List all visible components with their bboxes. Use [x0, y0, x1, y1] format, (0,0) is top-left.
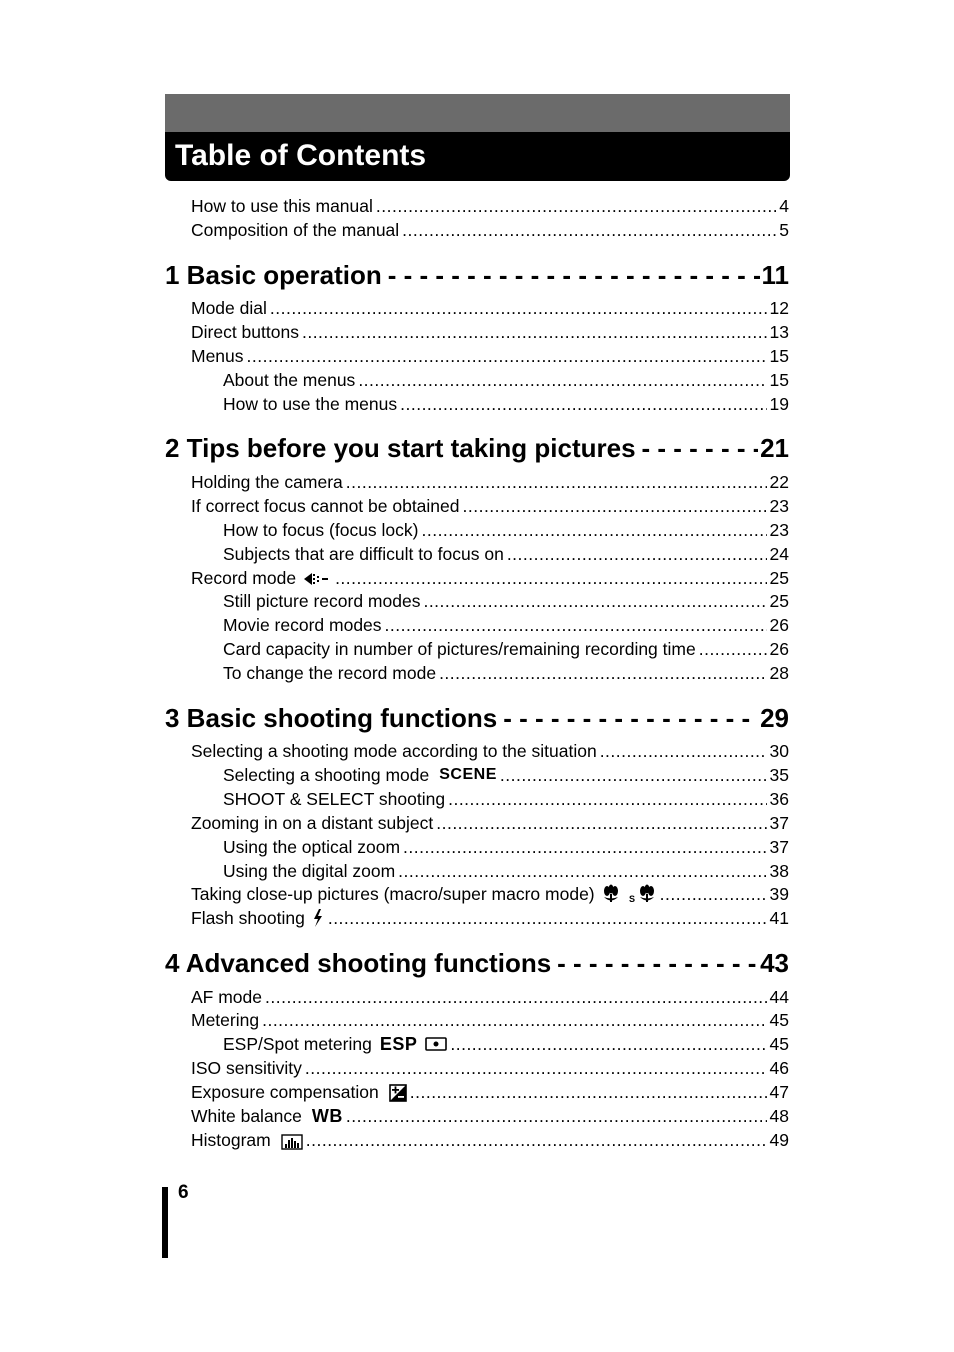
- toc-entry[interactable]: Holding the camera ..... 22: [191, 468, 789, 492]
- scene-icon: SCENE: [439, 766, 497, 783]
- toc-subentry[interactable]: How to use the menus ..... 19: [223, 390, 789, 414]
- toc-entry[interactable]: Menus ..... 15: [191, 342, 789, 366]
- svg-text:S: S: [628, 894, 635, 904]
- toc-subentry[interactable]: ESP/Spot metering ESP ..... 45: [223, 1030, 789, 1054]
- esp-spot-icon: ESP: [380, 1034, 448, 1054]
- toc-entry-composition[interactable]: Composition of the manual ..... 5: [191, 216, 789, 240]
- page-edge-bar: [162, 1187, 168, 1258]
- chapter-4-heading[interactable]: 4 Advanced shooting functions - - - 43: [165, 944, 789, 978]
- toc-entry[interactable]: AF mode ..... 44: [191, 983, 789, 1007]
- toc-entry[interactable]: Record mode ..... 25: [191, 564, 789, 588]
- toc-entry[interactable]: Metering ..... 45: [191, 1006, 789, 1030]
- chapter-1-heading[interactable]: 1 Basic operation - - - 11: [165, 256, 789, 290]
- toc-subentry[interactable]: How to focus (focus lock) ..... 23: [223, 516, 789, 540]
- toc-subentry[interactable]: About the menus ..... 15: [223, 366, 789, 390]
- white-balance-icon: WB: [311, 1106, 343, 1126]
- toc-subentry[interactable]: Using the digital zoom ..... 38: [223, 857, 789, 881]
- toc-subentry[interactable]: Using the optical zoom ..... 37: [223, 833, 789, 857]
- spot-metering-icon: [425, 1036, 447, 1052]
- toc-entry[interactable]: Histogram ..... 49: [191, 1126, 789, 1150]
- histogram-icon: [281, 1134, 303, 1150]
- toc-subentry[interactable]: Movie record modes ..... 26: [223, 611, 789, 635]
- toc-entry[interactable]: Direct buttons ..... 13: [191, 318, 789, 342]
- page-number: 6: [178, 1182, 189, 1203]
- toc-subentry[interactable]: SHOOT & SELECT shooting ..... 36: [223, 785, 789, 809]
- toc-subentry[interactable]: Selecting a shooting mode SCENE ..... 35: [223, 761, 789, 785]
- chapter-2-heading[interactable]: 2 Tips before you start taking pictures - - - 21: [165, 429, 789, 463]
- toc-entry[interactable]: Zooming in on a distant subject ..... 37: [191, 809, 789, 833]
- toc-subentry[interactable]: Still picture record modes ..... 25: [223, 587, 789, 611]
- toc-subentry[interactable]: Card capacity in number of pictures/remaining recording time ..... 26: [223, 635, 789, 659]
- header-grey-band: [165, 94, 790, 134]
- toc-entry[interactable]: Mode dial ..... 12: [191, 294, 789, 318]
- toc-entry[interactable]: White balance WB ..... 48: [191, 1102, 789, 1126]
- record-mode-icon: [302, 570, 332, 588]
- flash-icon: [311, 908, 325, 928]
- chapter-3-heading[interactable]: 3 Basic shooting functions - - - 29: [165, 699, 789, 733]
- toc-header: [165, 94, 790, 181]
- toc-entry[interactable]: Flash shooting ..... 41: [191, 904, 789, 928]
- toc-entry[interactable]: Taking close-up pictures (macro/super macro mode) S ..... 39: [191, 880, 789, 904]
- toc-entry[interactable]: If correct focus cannot be obtained ..... 23: [191, 492, 789, 516]
- page-title: Table of Contents: [175, 139, 427, 172]
- exposure-compensation-icon: [389, 1084, 407, 1102]
- toc-entry[interactable]: Selecting a shooting mode according to the situation ..... 30: [191, 737, 789, 761]
- toc-entry-how-to-use[interactable]: How to use this manual ..... 4: [191, 192, 789, 216]
- macro-icon: [601, 884, 657, 904]
- toc-subentry[interactable]: Subjects that are difficult to focus on ..... 24: [223, 540, 789, 564]
- toc-entry[interactable]: Exposure compensation ..... 47: [191, 1078, 789, 1102]
- toc-subentry[interactable]: To change the record mode ..... 28: [223, 659, 789, 683]
- toc-entry[interactable]: ISO sensitivity ..... 46: [191, 1054, 789, 1078]
